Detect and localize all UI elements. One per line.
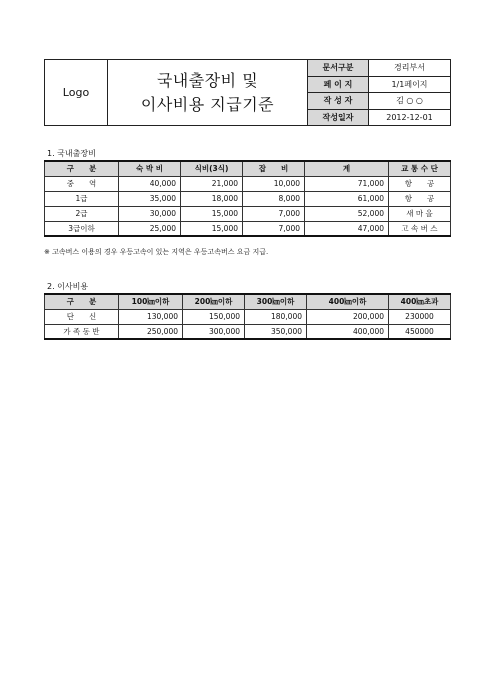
table-header-row bbox=[45, 161, 451, 176]
table-row bbox=[45, 221, 451, 236]
cell-400km: 400,000 bbox=[307, 324, 389, 339]
cell-meals: 18,000 bbox=[181, 191, 243, 206]
table-row bbox=[45, 309, 451, 324]
meta-value: 김 ○ ○ bbox=[396, 96, 423, 106]
row-label: 2급 bbox=[45, 206, 119, 221]
row-label: 중 역 bbox=[45, 176, 119, 191]
column-header: 식비(3식) bbox=[181, 161, 243, 176]
cell-total: 61,000 bbox=[305, 191, 389, 206]
relocation-cost-table bbox=[44, 293, 451, 340]
section-title-travel: 1. 국내출장비 bbox=[47, 149, 96, 158]
table-row bbox=[45, 206, 451, 221]
meta-value: 경리부서 bbox=[394, 63, 425, 73]
cell-400km: 200,000 bbox=[307, 309, 389, 324]
cell-200km: 150,000 bbox=[183, 309, 245, 324]
column-header: 400㎞초과 bbox=[389, 294, 451, 309]
row-label: 1급 bbox=[45, 191, 119, 206]
column-header: 숙 박 비 bbox=[119, 161, 181, 176]
cell-misc: 8,000 bbox=[243, 191, 305, 206]
row-label: 3급이하 bbox=[45, 221, 119, 236]
cell-total: 52,000 bbox=[305, 206, 389, 221]
column-header: 잡 비 bbox=[243, 161, 305, 176]
meta-row-page bbox=[308, 77, 450, 94]
column-header: 구 분 bbox=[45, 294, 119, 309]
cell-transport: 항 공 bbox=[389, 176, 451, 191]
cell-meals: 15,000 bbox=[181, 206, 243, 221]
table-row bbox=[45, 176, 451, 191]
column-header: 계 bbox=[305, 161, 389, 176]
logo: Logo bbox=[45, 60, 108, 125]
cell-lodging: 30,000 bbox=[119, 206, 181, 221]
cell-lodging: 25,000 bbox=[119, 221, 181, 236]
meta-key: 작 성 자 bbox=[308, 93, 369, 109]
table-header-row bbox=[45, 294, 451, 309]
title-line-2: 이사비용 지급기준 bbox=[140, 94, 275, 114]
column-header: 400㎞이하 bbox=[307, 294, 389, 309]
cell-meals: 15,000 bbox=[181, 221, 243, 236]
cell-transport: 고 속 버 스 bbox=[389, 221, 451, 236]
column-header: 100㎞이하 bbox=[119, 294, 183, 309]
travel-expense-table bbox=[44, 160, 451, 237]
meta-key: 페 이 지 bbox=[308, 77, 369, 93]
table-row bbox=[45, 191, 451, 206]
cell-200km: 300,000 bbox=[183, 324, 245, 339]
table-row bbox=[45, 324, 451, 339]
meta-value: 2012-12-01 bbox=[386, 112, 433, 122]
cell-lodging: 35,000 bbox=[119, 191, 181, 206]
meta-key: 작성일자 bbox=[308, 110, 369, 126]
cell-transport: 항 공 bbox=[389, 191, 451, 206]
cell-100km: 130,000 bbox=[119, 309, 183, 324]
document-header bbox=[44, 59, 451, 126]
column-header: 구 분 bbox=[45, 161, 119, 176]
row-label: 가 족 동 반 bbox=[45, 324, 119, 339]
meta-row-doc-type bbox=[308, 60, 450, 77]
cell-meals: 21,000 bbox=[181, 176, 243, 191]
cell-total: 71,000 bbox=[305, 176, 389, 191]
cell-over-400km: 450000 bbox=[389, 324, 451, 339]
cell-transport: 새 마 을 bbox=[389, 206, 451, 221]
footnote: ※ 고속버스 이용의 경우 우등고속이 있는 지역은 우등고속버스 요금 지급. bbox=[44, 248, 269, 256]
column-header: 200㎞이하 bbox=[183, 294, 245, 309]
cell-over-400km: 230000 bbox=[389, 309, 451, 324]
cell-misc: 7,000 bbox=[243, 221, 305, 236]
cell-total: 47,000 bbox=[305, 221, 389, 236]
cell-300km: 350,000 bbox=[245, 324, 307, 339]
cell-100km: 250,000 bbox=[119, 324, 183, 339]
cell-misc: 7,000 bbox=[243, 206, 305, 221]
section-title-relocation: 2. 이사비용 bbox=[47, 282, 89, 291]
meta-row-date bbox=[308, 110, 450, 126]
cell-misc: 10,000 bbox=[243, 176, 305, 191]
meta-value: 1/1페이지 bbox=[391, 79, 428, 89]
column-header: 300㎞이하 bbox=[245, 294, 307, 309]
cell-300km: 180,000 bbox=[245, 309, 307, 324]
cell-lodging: 40,000 bbox=[119, 176, 181, 191]
column-header: 교 통 수 단 bbox=[389, 161, 451, 176]
document-meta-table bbox=[308, 60, 450, 125]
meta-row-author bbox=[308, 93, 450, 110]
row-label: 단 신 bbox=[45, 309, 119, 324]
title-line-1: 국내출장비 및 bbox=[156, 70, 259, 90]
document-title bbox=[108, 60, 308, 125]
meta-key: 문서구분 bbox=[308, 60, 369, 76]
